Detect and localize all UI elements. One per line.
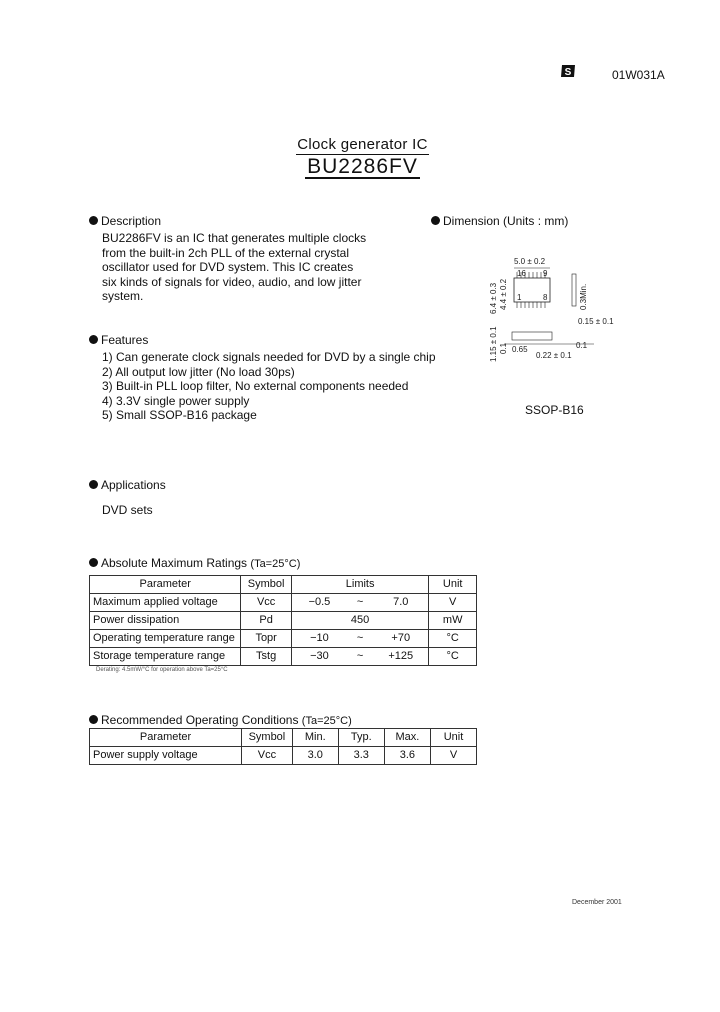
table-header-row: Parameter Symbol Min. Typ. Max. Unit [90,729,477,747]
package-name: SSOP-B16 [525,403,584,417]
bullet-icon [89,480,98,489]
abs-max-heading: Absolute Maximum Ratings (Ta=25°C) [89,556,300,570]
description-text: BU2286FV is an IC that generates multiple clocks from the built-in 2ch PLL of the external crystal oscillator used for DVD system. This IC creates six kinds of signals for video, audio, and low jitter system. [102,231,367,303]
table-row: Storage temperature range Tstg −30 ~ +125 °C [90,648,477,666]
description-heading: Description [89,214,161,228]
document-id: 01W031A [612,68,665,82]
package-dimension-drawing [484,252,624,364]
svg-text:1.15 ± 0.1: 1.15 ± 0.1 [489,326,498,362]
abs-max-table [89,575,477,666]
svg-text:16: 16 [517,269,526,278]
svg-text:4.4 ± 0.2: 4.4 ± 0.2 [499,278,508,310]
list-item: 1) Can generate clock signals needed for DVD by a single chip [102,350,436,364]
table-row: Power supply voltage Vcc 3.0 3.3 3.6 V [90,747,477,765]
svg-text:0.1: 0.1 [576,341,588,350]
svg-text:8: 8 [543,293,548,302]
dimension-heading: Dimension (Units : mm) [431,214,568,228]
rec-op-heading: Recommended Operating Conditions (Ta=25°C) [89,713,352,727]
svg-text:0.1: 0.1 [499,342,508,354]
svg-text:6.4 ± 0.3: 6.4 ± 0.3 [489,282,498,314]
derating-note: Derating: 4.5mW/°C for operation above Ta=25°C [96,667,228,673]
bullet-icon [89,216,98,225]
table-row: Operating temperature range Topr −10 ~ +70 °C [90,630,477,648]
svg-text:0.65: 0.65 [512,345,528,354]
list-item: 4) 3.3V single power supply [102,393,250,408]
svg-text:0.15 ± 0.1: 0.15 ± 0.1 [578,317,614,326]
svg-text:S: S [564,67,572,78]
dim-width-label: 5.0 ± 0.2 [514,257,546,266]
page-title: Clock generator IC [297,136,428,153]
svg-text:1: 1 [517,293,522,302]
table-header-row: Parameter Symbol Limits Unit [90,576,477,594]
bullet-icon [431,216,440,225]
features-heading: Features [89,333,148,347]
table-row: Maximum applied voltage Vcc −0.5 ~ 7.0 V [90,594,477,612]
bullet-icon [89,715,98,724]
footer-date: December 2001 [572,899,622,906]
applications-heading: Applications [89,478,166,492]
table-row: Power dissipation Pd 450 mW [90,612,477,630]
rec-op-table [89,728,477,765]
list-item: 3) Built-in PLL loop filter, No external components needed [102,379,409,393]
list-item: 5) Small SSOP-B16 package [102,408,257,422]
applications-text: DVD sets [102,503,153,517]
brand-logo-icon [560,64,576,78]
bullet-icon [89,558,98,567]
features-list [102,350,462,423]
svg-text:9: 9 [543,269,548,278]
svg-text:0.3Min.: 0.3Min. [579,283,588,310]
list-item: 2) All output low jitter (No load 30ps) [102,364,295,379]
bullet-icon [89,335,98,344]
svg-text:0.22 ± 0.1: 0.22 ± 0.1 [536,351,572,360]
part-number: BU2286FV [307,155,418,178]
